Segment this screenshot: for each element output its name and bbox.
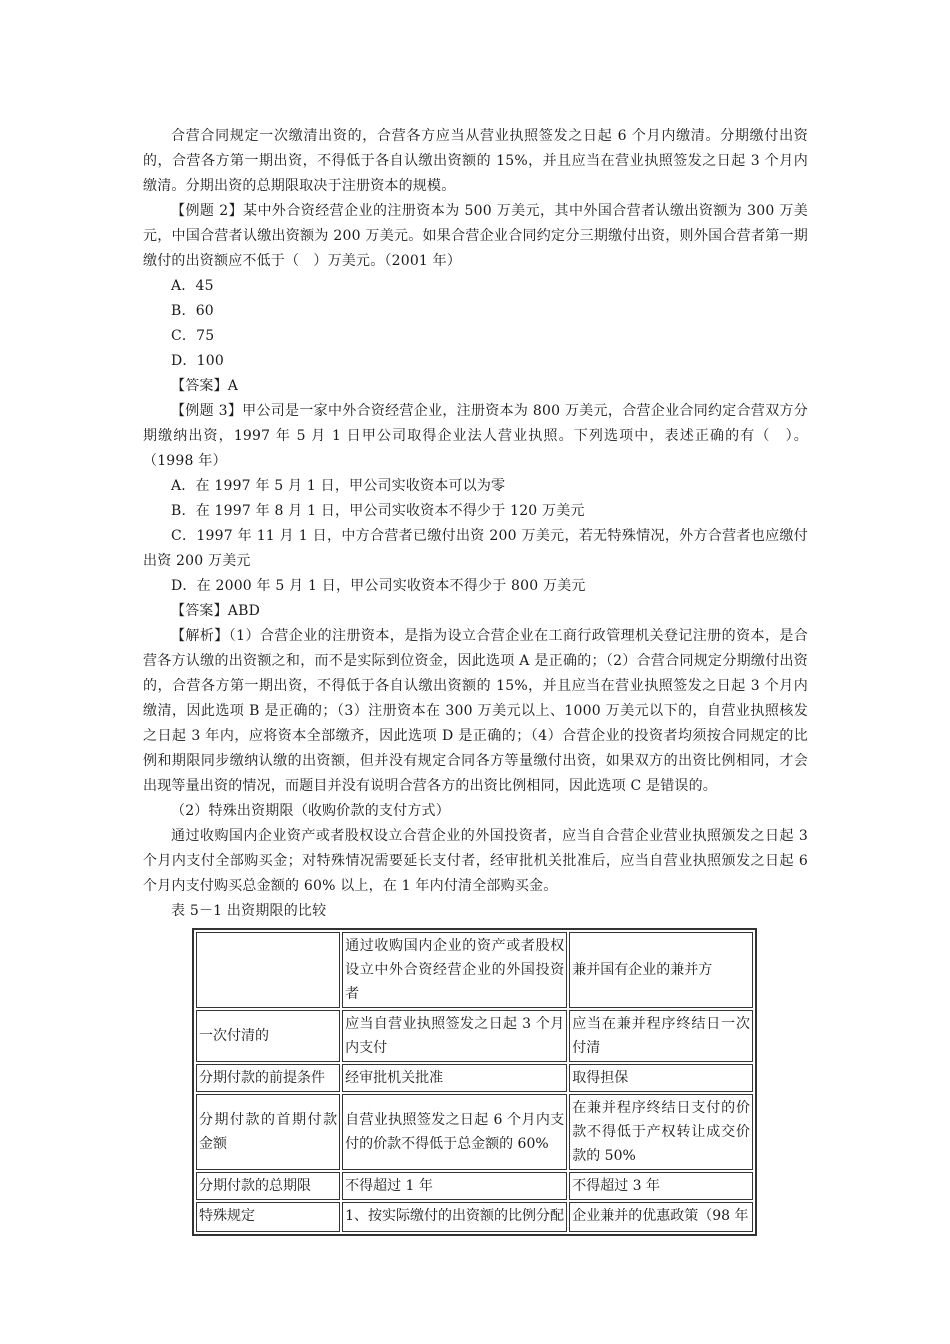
example-3-option-b: B．在 1997 年 8 月 1 日，甲公司实收资本不得少于 120 万美元 (171, 503, 585, 519)
table-cell: 不得超过 1 年 (342, 1172, 567, 1200)
table-header-cell (196, 932, 340, 1008)
paragraph-installment-rules: 合营合同规定一次缴清出资的，合营各方应当从营业执照签发之日起 6 个月内缴清。分期缴付出资的，合营各方第一期出资，不得低于各自认缴出资额的 15%，并且应当在营业执照签发之日起 3 个月内缴清。分期出资的总期限取决于注册资本的规模。 (143, 128, 808, 194)
example-3-analysis: 【解析】（1）合营企业的注册资本，是指为设立合营企业在工商行政管理机关登记注册的资本，是合营各方认缴的出资额之和，而不是实际到位资金，因此选项 A 是正确的；（2）合营合同规定分期缴付出资的，合营各方第一期出资，不得低于各自认缴出资额的 15%，并且应当在营业执照签发之日起 3 个月内缴清，因此选项 B 是正确的；（3）注册资本在 300 万美元以上、1000 万美元以下的，自营业执照核发之日起 3 年内，应将资本全部缴齐，因此选项 D 是正确的；（4）合营企业的投资者均须按合同规定的比例和期限同步缴纳认缴的出资额，但并没有规定合同各方等量缴付出资，如果双方的出资比例相同，才会出现等量出资的情况，而题目并没有说明合营各方的出资比例相同，因此选项 C 是错误的。 (143, 628, 808, 794)
example-2-option-a: A．45 (171, 278, 214, 294)
example-2-option-d: D．100 (171, 353, 224, 369)
example-2-option-c: C．75 (171, 328, 215, 344)
table-cell: 企业兼并的优惠政策（98 年 (569, 1202, 753, 1232)
table-cell: 1、按实际缴付的出资额的比例分配 (342, 1202, 567, 1232)
table-cell: 分期付款的首期付款金额 (196, 1094, 340, 1170)
table-cell: 分期付款的前提条件 (196, 1064, 340, 1092)
section-heading-special-period: （2）特殊出资期限（收购价款的支付方式） (171, 803, 450, 819)
table-cell: 一次付清的 (196, 1010, 340, 1062)
example-3-option-d: D．在 2000 年 5 月 1 日，甲公司实收资本不得少于 800 万美元 (171, 578, 586, 594)
table-cell: 取得担保 (569, 1064, 753, 1092)
table-row (196, 1172, 753, 1200)
example-3-option-a: A．在 1997 年 5 月 1 日，甲公司实收资本可以为零 (171, 478, 506, 494)
comparison-table (192, 928, 757, 1236)
paragraph-purchase-payment: 通过收购国内企业资产或者股权设立合营企业的外国投资者，应当自合营企业营业执照颁发之日起 3 个月内支付全部购买金；对特殊情况需要延长支付者，经审批机关批准后，应当自营业执照颁发之日起 6 个月内支付购买总金额的 60% 以上，在 1 年内付清全部购买金。 (143, 828, 808, 894)
table-row (196, 1202, 753, 1232)
table-header-cell: 兼并国有企业的兼并方 (569, 932, 753, 1008)
example-3-question: 【例题 3】甲公司是一家中外合资经营企业，注册资本为 800 万美元，合营企业合同约定合营双方分期缴纳出资，1997 年 5 月 1 日甲公司取得企业法人营业执照。下列选项中，表述正确的有（ ）。（1998 年） (143, 403, 808, 469)
table-row (196, 1064, 753, 1092)
table-header-row (196, 932, 753, 1008)
example-3-option-c: C．1997 年 11 月 1 日，中方合营者已缴付出资 200 万美元，若无特殊情况，外方合营者也应缴付出资 200 万美元 (143, 528, 808, 569)
table-cell: 特殊规定 (196, 1202, 340, 1232)
table-cell: 经审批机关批准 (342, 1064, 567, 1092)
table-cell: 不得超过 3 年 (569, 1172, 753, 1200)
document-body (143, 124, 808, 1236)
table-row (196, 1010, 753, 1062)
example-3-answer: 【答案】ABD (171, 603, 261, 619)
table-caption: 表 5－1 出资期限的比较 (171, 903, 327, 919)
table-cell: 分期付款的总期限 (196, 1172, 340, 1200)
table-cell: 应当在兼并程序终结日一次付清 (569, 1010, 753, 1062)
table-row (196, 1094, 753, 1170)
example-2-question: 【例题 2】某中外合资经营企业的注册资本为 500 万美元，其中外国合营者认缴出资额为 300 万美元，中国合营者认缴出资额为 200 万美元。如果合营企业合同约定分三期缴付出资，则外国合营者第一期缴付的出资额应不低于（ ）万美元。（2001 年） (143, 203, 808, 269)
table-cell: 应当自营业执照签发之日起 3 个月内支付 (342, 1010, 567, 1062)
example-2-answer: 【答案】A (171, 378, 239, 394)
example-2-option-b: B．60 (171, 303, 214, 319)
table-cell: 自营业执照签发之日起 6 个月内支付的价款不得低于总金额的 60% (342, 1094, 567, 1170)
table-header-cell: 通过收购国内企业的资产或者股权设立中外合资经营企业的外国投资者 (342, 932, 567, 1008)
table-cell: 在兼并程序终结日支付的价款不得低于产权转让成交价款的 50% (569, 1094, 753, 1170)
